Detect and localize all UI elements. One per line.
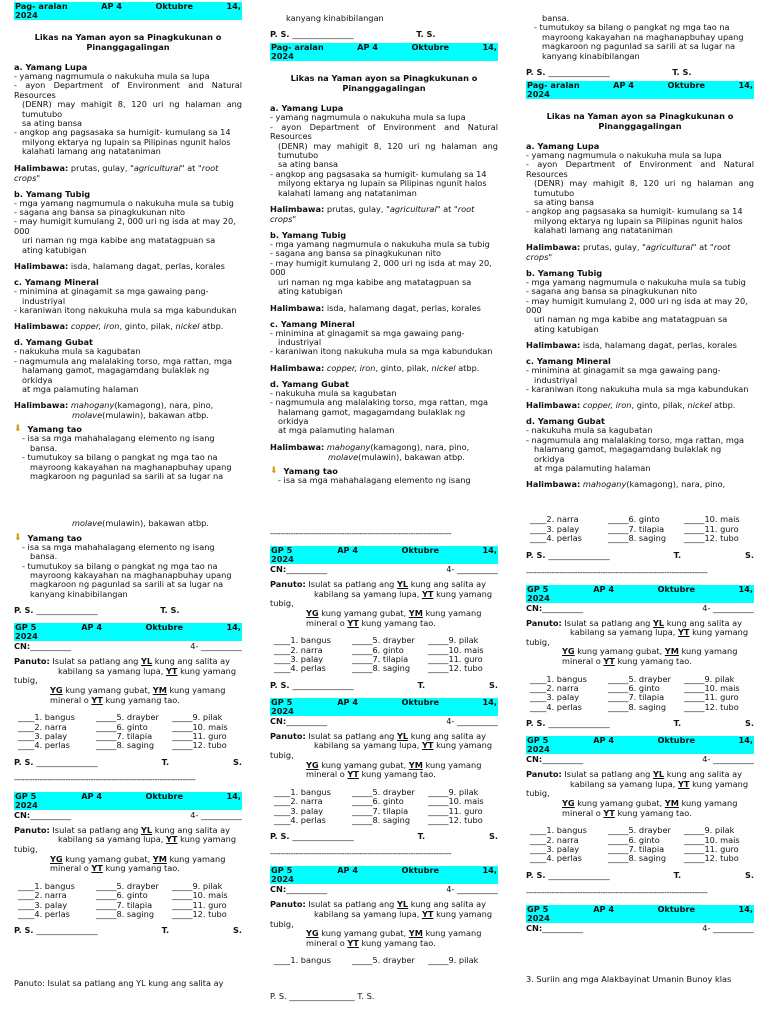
text-line: - angkop ang pagsasaka sa humigit- kumulang sa 14 — [14, 127, 231, 138]
quiz-item[interactable]: _____9. pilak — [428, 955, 479, 966]
quiz-item[interactable]: _____10. mais — [428, 644, 484, 655]
text-line: uri naman ng mga kabibe ang matatagpuan sa — [534, 314, 728, 325]
yamang-tao-heading: ⬇ Yamang tao — [14, 424, 82, 435]
text-line: kalahati lamang ang natataniman — [534, 225, 673, 236]
quiz-item[interactable]: ____1. bangus — [18, 712, 75, 723]
text-line: - isa sa mga mahahalagang elemento ng isang — [278, 474, 471, 485]
quiz-item[interactable]: ____2. narra — [18, 890, 67, 901]
lesson-title: Likas na Yaman ayon sa Pinagkukunan o Pinanggagalingan — [34, 32, 222, 52]
example-line: Halimbawa: mahogany(kamagong), nara, pino, — [526, 479, 726, 490]
quiz-item[interactable]: _____5. drayber — [352, 635, 415, 646]
text-line: - ayon Department of Environment and Natural Resources — [14, 80, 242, 100]
text-line: - sagana ang bansa sa pinagkukunan nito — [526, 286, 697, 297]
quiz-item[interactable]: ____3. palay — [530, 523, 580, 534]
text-line: (DENR) may mahigit 8, 120 uri ng halaman ang tumutubo — [278, 140, 498, 161]
yamang-tao-heading: ⬇ Yamang tao — [14, 532, 82, 543]
lesson-header: Pag- aralan 2024 AP 4 Oktubre 14, — [527, 80, 753, 100]
quiz-item[interactable]: ____2. narra — [274, 644, 323, 655]
quiz-item[interactable]: _____6. ginto — [352, 644, 404, 655]
example-line: Halimbawa: copper, iron, ginto, pilak, nickel atbp. — [270, 362, 480, 373]
example-line: Halimbawa: isda, halamang dagat, perlas, korales — [14, 261, 225, 272]
quiz-item[interactable]: ____1. bangus — [274, 955, 331, 966]
text-line: mayroong kakayahan na maghanapbuhay upang — [542, 31, 744, 42]
text-line: milyong ektarya ng lupain sa Pilipinas ngunit halos — [534, 215, 743, 226]
text-line: sa ating bansa — [22, 118, 83, 129]
quiz-item[interactable]: ____4. perlas — [274, 663, 326, 674]
quiz-item[interactable]: _____11. guro — [428, 653, 483, 664]
text-line: - tumutukoy sa bilang o pangkat ng mga tao na — [22, 452, 218, 463]
quiz-item[interactable]: ____1. bangus — [274, 786, 331, 797]
quiz-item[interactable]: _____5. drayber — [352, 955, 415, 966]
text-line: bansa. — [30, 442, 58, 453]
quiz-item[interactable]: ____3. palay — [18, 899, 68, 910]
quiz-item[interactable]: _____10. mais — [684, 514, 740, 525]
text-line: (DENR) may mahigit 8, 120 uri ng halaman ang tumutubo — [22, 99, 242, 119]
text-line: at mga palamuting halaman — [278, 425, 395, 436]
example-line: Halimbawa: isda, halamang dagat, perlas, korales — [270, 302, 481, 313]
cn-line: CN:__________ 4- __________ — [526, 602, 754, 613]
ps-line: P. S. _______________ T. S. — [270, 831, 498, 842]
text-line: Panuto: Isulat sa patlang ang YL kung ang salita ay — [14, 978, 224, 989]
section-title: a. Yamang Lupa — [270, 103, 344, 114]
quiz-header: GP 5 2024 AP 4 Oktubre 14, — [271, 865, 497, 885]
section-title: d. Yamang Gubat — [526, 416, 605, 427]
divider: ----------------------------------------------------------------------- — [270, 529, 452, 539]
text-line: molave(mulawin), bakawan atbp. — [72, 518, 209, 529]
text-line: - ayon Department of Environment and Natural Resources — [526, 159, 754, 179]
example-line: Halimbawa: prutas, gulay, "agricultural" at "root crops" — [526, 241, 731, 262]
cn-line: CN:__________ 4- __________ — [526, 922, 754, 933]
example-line: Halimbawa: copper, iron, ginto, pilak, nickel atbp. — [14, 321, 224, 332]
quiz-header: GP 5 2024 AP 4 Oktubre 14, — [15, 790, 241, 810]
text-line: halamang gamot, magagamdang bulaklak ng orkidya — [534, 444, 722, 464]
text-line: - nagmumula ang malalaking torso, mga rattan, mga — [270, 397, 489, 408]
section-title: c. Yamang Mineral — [270, 318, 355, 329]
text-line: - angkop ang pagsasaka sa humigit- kumulang sa 14 — [526, 206, 743, 217]
column-1 — [14, 0, 242, 1024]
text-line: - tumutukoy sa bilang o pangkat ng mga tao na — [22, 560, 218, 571]
text-line: - minimina at ginagamit sa mga gawaing pang- — [270, 327, 465, 338]
quiz-item[interactable]: _____9. pilak — [684, 825, 735, 836]
quiz-item[interactable]: _____7. tilapia — [352, 805, 409, 816]
text-line: mayroong kakayahan na maghanapbuhay upang — [30, 570, 232, 580]
quiz-item[interactable]: ____2. narra — [274, 796, 323, 807]
text-line: - nakukuha mula sa kagubatan — [526, 425, 653, 436]
text-line: ating katubigan — [534, 323, 599, 334]
quiz-item[interactable]: _____10. mais — [428, 796, 484, 807]
text-line: magkaroon ng pagunlad sa sarili at sa lugar na — [30, 470, 224, 481]
quiz-item[interactable]: ____1. bangus — [530, 673, 587, 684]
text-line: milyong ektarya ng lupain sa Pilipinas ngunit halos — [278, 178, 487, 189]
quiz-items — [18, 882, 242, 920]
text-line: - yamang nagmumula o nakukuha mula sa lupa — [526, 150, 722, 161]
text-line: sa ating bansa — [534, 197, 595, 208]
text-line: (DENR) may mahigit 8, 120 uri ng halaman ang tumutubo — [534, 178, 754, 198]
quiz-item[interactable]: _____6. ginto — [608, 834, 660, 845]
text-line: - yamang nagmumula o nakukuha mula sa lupa — [14, 71, 210, 81]
quiz-item[interactable]: ____4. perlas — [18, 740, 70, 751]
quiz-items — [530, 675, 754, 713]
quiz-item[interactable]: _____6. ginto — [352, 796, 404, 807]
quiz-item[interactable]: _____11. guro — [684, 843, 739, 854]
example-line: Halimbawa: mahogany(kamagong), nara, pino, molave(mulawin), bakawan atbp. — [14, 400, 214, 421]
ps-line: P. S. _______________ T. S. — [14, 756, 242, 767]
column-2 — [270, 0, 498, 1024]
quiz-items — [18, 713, 242, 751]
cn-line: CN:__________ 4- __________ — [14, 809, 242, 820]
quiz-item[interactable]: _____9. pilak — [172, 712, 223, 723]
quiz-items — [274, 956, 498, 965]
example-line: Halimbawa: copper, iron, ginto, pilak, nickel atbp. — [526, 400, 736, 411]
quiz-item[interactable]: ____2. narra — [530, 514, 579, 525]
quiz-item[interactable]: ____1. bangus — [530, 825, 587, 836]
text-line: magkaroon ng pagunlad sa sarili at sa lugar na — [542, 41, 736, 52]
quiz-item[interactable]: _____9. pilak — [428, 635, 479, 646]
bullet-arrow-icon: ⬇ — [270, 465, 278, 476]
quiz-item[interactable]: _____10. mais — [172, 721, 228, 732]
quiz-item[interactable]: _____9. pilak — [428, 786, 479, 797]
header-day: 14, — [226, 1, 241, 11]
text-line: halamang gamot, magagamdang bulaklak ng orkidya — [22, 365, 210, 385]
text-line: at mga palamuting halaman — [22, 383, 139, 394]
text-line: kanyang kinabibilangan — [286, 13, 384, 23]
panuto-block: Panuto: Isulat sa patlang ang YL kung ang salita ay kabilang sa yamang lupa, YT kung yamang tubig, YG kung yamang gubat, YM kung yamang mineral o YT kung yamang tao. — [14, 824, 237, 874]
quiz-items — [530, 826, 754, 864]
quiz-header: GP 5 2024 AP 4 Oktubre 14, — [527, 735, 753, 755]
quiz-item[interactable]: ____4. perlas — [530, 701, 582, 712]
quiz-items — [530, 515, 754, 543]
quiz-item[interactable]: _____7. tilapia — [608, 523, 665, 534]
quiz-item[interactable]: _____6. ginto — [608, 682, 660, 693]
section-title: a. Yamang Lupa — [526, 141, 600, 152]
section-title: c. Yamang Mineral — [526, 356, 611, 367]
text-line: - sagana ang bansa sa pinagkukunan nito — [14, 207, 185, 218]
text-line: kalahati lamang ang natataniman — [278, 187, 417, 198]
quiz-item[interactable]: ____1. bangus — [274, 635, 331, 646]
panuto-block: Panuto: Isulat sa patlang ang YL kung ang salita ay kabilang sa yamang lupa, YT kung yamang tubig, YG kung yamang gubat, YM kung yamang mineral o YT kung yamang tao. — [526, 769, 749, 818]
divider: ----------------------------------------------------------------------- — [526, 887, 708, 897]
text-line: - mga yamang nagmumula o nakukuha mula sa tubig — [526, 276, 746, 287]
quiz-item[interactable]: ____4. perlas — [274, 814, 326, 825]
text-line: - nagmumula ang malalaking torso, mga rattan, mga — [14, 355, 233, 366]
text-line: - karaniwan itong nakukuha mula sa mga kabundukan — [270, 346, 493, 357]
text-line: uri naman ng mga kabibe ang matatagpuan sa — [22, 235, 216, 246]
ps-line: P. S. _______________ T. S. — [14, 605, 180, 616]
divider: ----------------------------------------------------------------------- — [270, 849, 452, 859]
header-subject: Pag- aralan — [15, 1, 68, 11]
section-title: d. Yamang Gubat — [270, 378, 349, 389]
quiz-header: GP 5 2024 AP 4 Oktubre 14, — [271, 696, 497, 716]
section-title: b. Yamang Tubig — [14, 188, 91, 199]
quiz-item[interactable]: _____8. saging — [608, 701, 667, 712]
text-line: - mga yamang nagmumula o nakukuha mula sa tubig — [270, 239, 490, 250]
quiz-item[interactable]: _____12. tubo — [172, 740, 227, 751]
cn-line: CN:__________ 4- __________ — [270, 715, 498, 726]
text-line: - isa sa mga mahahalagang elemento ng isang — [22, 541, 215, 552]
panuto-block: Panuto: Isulat sa patlang ang YL kung ang salita ay kabilang sa yamang lupa, YT kung yamang tubig, YG kung yamang gubat, YM kung yamang mineral o YT kung yamang tao. — [14, 656, 237, 705]
text-line: bansa. — [30, 551, 58, 562]
text-line: industriyal — [534, 374, 578, 385]
header-year: 2024 — [15, 10, 38, 20]
quiz-item[interactable]: ____4. perlas — [530, 853, 582, 864]
quiz-item[interactable]: _____6. ginto — [96, 721, 148, 732]
cn-line: CN:__________ 4- __________ — [14, 641, 242, 652]
text-line: - may humigit kumulang 2, 000 uri ng isda at may 20, 000 — [270, 257, 492, 278]
ps-line: P. S. _______________ T. S. — [526, 67, 692, 78]
text-line: at mga palamuting halaman — [534, 462, 651, 473]
text-line: P. S. ________________ T. S. — [270, 990, 375, 1001]
divider: ----------------------------------------------------------------------- — [526, 567, 708, 577]
ps-line: P. S. _______________ T. S. — [526, 869, 754, 880]
text-line: - tumutukoy sa bilang o pangkat ng mga tao na — [534, 22, 730, 33]
header-month: Oktubre — [155, 1, 194, 11]
text-line: - ayon Department of Environment and Natural Resources — [270, 121, 498, 142]
example-line: Halimbawa: mahogany(kamagong), nara, pino, molave(mulawin), bakawan atbp. — [270, 441, 470, 462]
text-line: - karaniwan itong nakukuha mula sa mga kabundukan — [14, 304, 237, 315]
ps-line: P. S. _______________ T. S. — [526, 549, 754, 560]
quiz-item[interactable]: ____3. palay — [530, 692, 580, 703]
text-line: - minimina at ginagamit sa mga gawaing pang- — [14, 286, 209, 297]
text-line: bansa. — [542, 13, 570, 23]
quiz-item[interactable]: ____4. perlas — [530, 533, 582, 544]
panuto-block: Panuto: Isulat sa patlang ang YL kung ang salita ay kabilang sa yamang lupa, YT kung yamang tubig, YG kung yamang gubat, YM kung yamang mineral o YT kung yamang tao. — [270, 899, 493, 948]
quiz-item[interactable]: _____11. guro — [684, 523, 739, 534]
text-line: industriyal — [22, 295, 66, 306]
text-line: - may humigit kumulang 2, 000 uri ng isda at may 20, 000 — [526, 295, 748, 315]
panuto-block: Panuto: Isulat sa patlang ang YL kung ang salita ay kabilang sa yamang lupa, YT kung yamang tubig, YG kung yamang gubat, YM kung yamang mineral o YT kung yamang tao. — [526, 617, 749, 666]
cn-line: CN:__________ 4- __________ — [270, 884, 498, 895]
text-line: - nakukuha mula sa kagubatan — [270, 387, 397, 398]
quiz-item[interactable]: ____4. perlas — [18, 909, 70, 919]
quiz-items — [274, 636, 498, 674]
panuto-block: Panuto: Isulat sa patlang ang YL kung ang salita ay kabilang sa yamang lupa, YT kung yamang tubig, YG kung yamang gubat, YM kung yamang mineral o YT kung yamang tao. — [270, 730, 493, 780]
quiz-item[interactable]: _____10. mais — [172, 890, 228, 901]
lesson-title: Likas na Yaman ayon sa Pinagkukunan o Pinanggagalingan — [546, 111, 734, 132]
section-title: c. Yamang Mineral — [14, 277, 99, 288]
quiz-item[interactable]: ____3. palay — [530, 843, 580, 854]
quiz-item[interactable]: _____12. tubo — [172, 909, 227, 919]
quiz-item[interactable]: _____12. tubo — [684, 853, 739, 864]
quiz-item[interactable]: _____7. tilapia — [96, 899, 153, 910]
text-line: sa ating bansa — [278, 159, 339, 170]
bullet-arrow-icon: ⬇ — [14, 424, 22, 435]
ps-line: P. S. _______________ T. S. — [526, 718, 754, 729]
example-line: Halimbawa: isda, halamang dagat, perlas, korales — [526, 340, 737, 351]
quiz-item[interactable]: _____7. tilapia — [608, 843, 665, 854]
text-line: - angkop ang pagsasaka sa humigit- kumulang sa 14 — [270, 168, 487, 179]
text-line: - sagana ang bansa sa pinagkukunan nito — [270, 248, 441, 259]
quiz-item[interactable]: _____12. tubo — [684, 701, 739, 712]
quiz-item[interactable]: _____8. saging — [96, 740, 155, 751]
lesson-header — [14, 2, 242, 20]
quiz-item[interactable]: _____9. pilak — [684, 673, 735, 684]
quiz-header: GP 5 2024 AP 4 Oktubre 14, — [527, 583, 753, 603]
text-line: halamang gamot, magagamdang bulaklak ng orkidya — [278, 406, 466, 426]
quiz-item[interactable]: ____1. bangus — [18, 880, 75, 891]
text-line: industriyal — [278, 336, 322, 347]
quiz-item[interactable]: _____12. tubo — [428, 814, 483, 825]
text-line: mayroong kakayahan na maghanapbuhay upang — [30, 461, 232, 472]
text-line: uri naman ng mga kabibe ang matatagpuan sa — [278, 276, 472, 287]
quiz-header: GP 5 2024 AP 4 Oktubre 14, — [271, 545, 497, 565]
ps-line: P. S. _______________ T. S. — [14, 925, 242, 936]
quiz-item[interactable]: _____7. tilapia — [96, 731, 153, 741]
example-line: Halimbawa: prutas, gulay, "agricultural" at "root crops" — [14, 162, 219, 183]
quiz-item[interactable]: _____5. drayber — [96, 712, 159, 723]
quiz-item[interactable]: _____11. guro — [428, 805, 483, 816]
quiz-item[interactable]: _____10. mais — [684, 834, 740, 845]
text-line: - minimina at ginagamit sa mga gawaing pang- — [526, 365, 721, 376]
quiz-item[interactable]: ____3. palay — [274, 805, 324, 816]
quiz-item[interactable]: _____8. saging — [352, 814, 411, 825]
quiz-item[interactable]: _____5. drayber — [608, 673, 671, 684]
text-line: ating katubigan — [278, 286, 343, 297]
text-line: - isa sa mga mahahalagang elemento ng isang — [22, 433, 215, 444]
quiz-item[interactable]: ____2. narra — [530, 834, 579, 845]
quiz-header: GP 5 2024 AP 4 Oktubre 14, — [527, 903, 753, 923]
quiz-item[interactable]: ____2. narra — [18, 721, 67, 732]
quiz-item[interactable]: _____6. ginto — [608, 514, 660, 525]
text-line: - yamang nagmumula o nakukuha mula sa lupa — [270, 112, 466, 123]
lesson-header: Pag- aralan 2024 AP 4 Oktubre 14, — [271, 42, 497, 62]
text-line: ating katubigan — [22, 244, 87, 255]
ps-line: P. S. _______________ T. S. — [270, 679, 498, 690]
text-line: kanyang kinabibilangan — [542, 50, 640, 61]
section-title: a. Yamang Lupa — [14, 62, 88, 72]
lesson-title: Likas na Yaman ayon sa Pinagkukunan o Pinanggagalingan — [290, 73, 478, 94]
text-line: kalahati lamang ang natataniman — [22, 146, 161, 157]
quiz-header: GP 5 2024 AP 4 Oktubre 14, — [15, 622, 241, 642]
ps-line: P. S. _______________ T. S. — [270, 29, 436, 40]
section-title: b. Yamang Tubig — [270, 230, 347, 241]
text-line: 3. Suriin ang mga Alakbayinat Umanin Bunoy klas — [526, 973, 732, 984]
section-title: d. Yamang Gubat — [14, 337, 93, 348]
text-line: kanyang kinabibilangan — [30, 588, 128, 599]
quiz-item[interactable]: _____12. tubo — [684, 533, 739, 544]
quiz-item[interactable]: _____7. tilapia — [352, 653, 409, 664]
text-line: - karaniwan itong nakukuha mula sa mga kabundukan — [526, 383, 749, 394]
quiz-item[interactable]: ____3. palay — [18, 731, 68, 741]
example-line: Halimbawa: prutas, gulay, "agricultural" at "root crops" — [270, 204, 475, 225]
quiz-item[interactable]: _____7. tilapia — [608, 692, 665, 703]
quiz-item[interactable]: _____8. saging — [608, 853, 667, 864]
quiz-item[interactable]: _____5. drayber — [608, 825, 671, 836]
panuto-block: Panuto: Isulat sa patlang ang YL kung ang salita ay kabilang sa yamang lupa, YT kung yamang tubig, YG kung yamang gubat, YM kung yamang mineral o YT kung yamang tao. — [270, 579, 493, 628]
quiz-item[interactable]: _____11. guro — [684, 692, 739, 703]
cn-line: CN:__________ 4- __________ — [270, 564, 498, 575]
quiz-item[interactable]: ____3. palay — [274, 653, 324, 664]
quiz-item[interactable]: _____8. saging — [352, 663, 411, 674]
quiz-item[interactable]: _____10. mais — [684, 682, 740, 693]
column-3 — [526, 0, 754, 1024]
text-line: - may humigit kumulang 2, 000 uri ng isda at may 20, 000 — [14, 216, 236, 236]
quiz-item[interactable]: _____9. pilak — [172, 880, 223, 891]
text-line: milyong ektarya ng lupain sa Pilipinas ngunit halos — [22, 136, 231, 147]
quiz-item[interactable]: _____11. guro — [172, 731, 227, 741]
bullet-arrow-icon: ⬇ — [14, 532, 22, 543]
text-line: - nagmumula ang malalaking torso, mga rattan, mga — [526, 434, 745, 445]
quiz-item[interactable]: _____6. ginto — [96, 890, 148, 901]
quiz-items — [274, 788, 498, 826]
quiz-item[interactable]: _____8. saging — [96, 909, 155, 919]
quiz-item[interactable]: _____5. drayber — [352, 786, 415, 797]
text-line: - nakukuha mula sa kagubatan — [14, 346, 141, 357]
header-grade: AP 4 — [101, 1, 122, 11]
divider: ----------------------------------------------------------------------- — [14, 774, 196, 784]
quiz-item[interactable]: _____11. guro — [172, 899, 227, 910]
text-line: - mga yamang nagmumula o nakukuha mula sa tubig — [14, 197, 234, 208]
text-line: magkaroon ng pagunlad sa sarili at sa lugar na — [30, 579, 224, 590]
quiz-item[interactable]: _____8. saging — [608, 533, 667, 544]
quiz-item[interactable]: _____12. tubo — [428, 663, 483, 674]
cn-line: CN:__________ 4- __________ — [526, 754, 754, 765]
quiz-item[interactable]: ____2. narra — [530, 682, 579, 693]
section-title: b. Yamang Tubig — [526, 267, 603, 278]
yamang-tao-heading: ⬇ Yamang tao — [270, 465, 338, 476]
quiz-item[interactable]: _____5. drayber — [96, 880, 159, 891]
